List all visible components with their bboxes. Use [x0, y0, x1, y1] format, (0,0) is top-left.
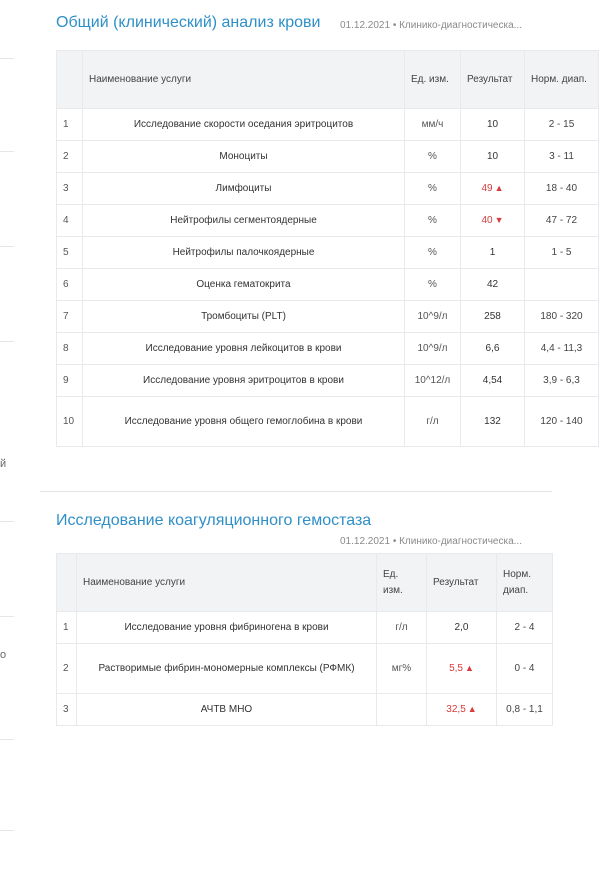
table-row: [57, 694, 553, 726]
rail-divider: [0, 58, 14, 59]
header-num: [57, 51, 83, 109]
rail-divider: [0, 739, 14, 740]
unit-cell: [377, 694, 427, 726]
service-name: Исследование скорости оседания эритроцитов: [83, 109, 405, 141]
row-number: 2: [57, 141, 83, 173]
rail-divider: [0, 246, 14, 247]
table-row: [57, 644, 553, 694]
norm-range: [525, 269, 599, 301]
arrow-down-icon: ▼: [494, 215, 504, 225]
header-unit: Ед. изм.: [377, 554, 427, 612]
table-row: [57, 301, 599, 333]
result-value: 4,54: [482, 374, 503, 386]
row-number: 6: [57, 269, 83, 301]
result-value: 6,6: [485, 342, 500, 354]
arrow-up-icon: ▲: [464, 663, 474, 673]
header-service-name: Наименование услуги: [83, 51, 405, 109]
unit-cell: 10^12/л: [405, 365, 461, 397]
table-row: [57, 365, 599, 397]
norm-range: 1 - 5: [525, 237, 599, 269]
arrow-up-icon: ▲: [494, 183, 504, 193]
rail-divider: [0, 341, 14, 342]
norm-range: 3,9 - 6,3: [525, 365, 599, 397]
result-value: 258: [484, 310, 501, 322]
table-row: [57, 109, 599, 141]
table-row: [57, 333, 599, 365]
header-service-name: Наименование услуги: [77, 554, 377, 612]
table-header-row: [57, 51, 599, 109]
results-table-blood: [56, 50, 599, 447]
service-name: Исследование уровня лейкоцитов в крови: [83, 333, 405, 365]
unit-cell: 10^9/л: [405, 333, 461, 365]
row-number: 3: [57, 694, 77, 726]
rail-divider: [0, 830, 14, 831]
result-value: 42: [486, 278, 499, 290]
rail-divider: [0, 151, 14, 152]
result-cell: [461, 141, 525, 173]
row-number: 4: [57, 205, 83, 237]
result-cell: [461, 173, 525, 205]
row-number: 1: [57, 109, 83, 141]
row-number: 2: [57, 644, 77, 694]
result-cell: [427, 694, 497, 726]
norm-range: 180 - 320: [525, 301, 599, 333]
result-cell: [461, 109, 525, 141]
service-name: Исследование уровня эритроцитов в крови: [83, 365, 405, 397]
result-cell: [461, 205, 525, 237]
header-result: Результат: [427, 554, 497, 612]
table-row: [57, 205, 599, 237]
row-number: 7: [57, 301, 83, 333]
results-table-coagulation: [56, 553, 553, 726]
row-number: 8: [57, 333, 83, 365]
table-row: [57, 173, 599, 205]
result-cell: [427, 644, 497, 694]
result-value: 49: [481, 183, 493, 194]
rail-text: о: [0, 649, 7, 661]
service-name: Растворимые фибрин-мономерные комплексы (РФМК): [77, 644, 377, 694]
unit-cell: мм/ч: [405, 109, 461, 141]
service-name: Оценка гематокрита: [83, 269, 405, 301]
result-value: 40: [481, 215, 493, 226]
service-name: Исследование уровня общего гемоглобина в крови: [83, 397, 405, 447]
row-number: 10: [57, 397, 83, 447]
table-header-row: [57, 554, 553, 612]
result-cell: [427, 612, 497, 644]
header-unit: Ед. изм.: [405, 51, 461, 109]
unit-cell: г/л: [377, 612, 427, 644]
unit-cell: %: [405, 141, 461, 173]
unit-cell: %: [405, 237, 461, 269]
result-cell: [461, 301, 525, 333]
table-row: [57, 141, 599, 173]
service-name: Моноциты: [83, 141, 405, 173]
result-value: 5,5: [449, 663, 463, 674]
unit-cell: %: [405, 173, 461, 205]
left-rail: [0, 0, 14, 878]
service-name: Нейтрофилы палочкоядерные: [83, 237, 405, 269]
norm-range: 0 - 4: [497, 644, 553, 694]
result-value: 2,0: [454, 621, 469, 633]
table-row: [57, 612, 553, 644]
service-name: Тромбоциты (PLT): [83, 301, 405, 333]
row-number: 9: [57, 365, 83, 397]
header-result: Результат: [461, 51, 525, 109]
section-title-coagulation[interactable]: Исследование коагуляционного гемостаза: [56, 512, 372, 529]
norm-range: 0,8 - 1,1: [497, 694, 553, 726]
norm-range: 2 - 4: [497, 612, 553, 644]
rail-text: й: [0, 458, 7, 470]
arrow-up-icon: ▲: [467, 704, 477, 714]
norm-range: 4,4 - 11,3: [525, 333, 599, 365]
unit-cell: мг%: [377, 644, 427, 694]
table-row: [57, 397, 599, 447]
section-meta: 01.12.2021 • Клинико-диагностическа...: [340, 20, 522, 31]
unit-cell: %: [405, 269, 461, 301]
result-cell: [461, 237, 525, 269]
unit-cell: %: [405, 205, 461, 237]
unit-cell: 10^9/л: [405, 301, 461, 333]
service-name: Нейтрофилы сегментоядерные: [83, 205, 405, 237]
result-value: 10: [486, 118, 499, 130]
norm-range: 3 - 11: [525, 141, 599, 173]
row-number: 1: [57, 612, 77, 644]
section-divider: [40, 491, 552, 492]
unit-cell: г/л: [405, 397, 461, 447]
header-norm: Норм. диап.: [497, 554, 553, 612]
norm-range: 18 - 40: [525, 173, 599, 205]
result-value: 32,5: [446, 704, 466, 715]
row-number: 5: [57, 237, 83, 269]
header-num: [57, 554, 77, 612]
row-number: 3: [57, 173, 83, 205]
service-name: АЧТВ МНО: [77, 694, 377, 726]
header-norm: Норм. диап.: [525, 51, 599, 109]
result-value: 1: [489, 246, 496, 258]
service-name: Исследование уровня фибриногена в крови: [77, 612, 377, 644]
rail-divider: [0, 616, 14, 617]
service-name: Лимфоциты: [83, 173, 405, 205]
rail-divider: [0, 521, 14, 522]
result-cell: [461, 365, 525, 397]
result-cell: [461, 269, 525, 301]
norm-range: 2 - 15: [525, 109, 599, 141]
table-row: [57, 269, 599, 301]
norm-range: 120 - 140: [525, 397, 599, 447]
result-value: 10: [486, 150, 499, 162]
section-title-blood-analysis[interactable]: Общий (клинический) анализ крови: [56, 14, 321, 31]
result-value: 132: [484, 415, 501, 427]
result-cell: [461, 397, 525, 447]
table-row: [57, 237, 599, 269]
section-meta: 01.12.2021 • Клинико-диагностическа...: [340, 536, 522, 547]
result-cell: [461, 333, 525, 365]
norm-range: 47 - 72: [525, 205, 599, 237]
